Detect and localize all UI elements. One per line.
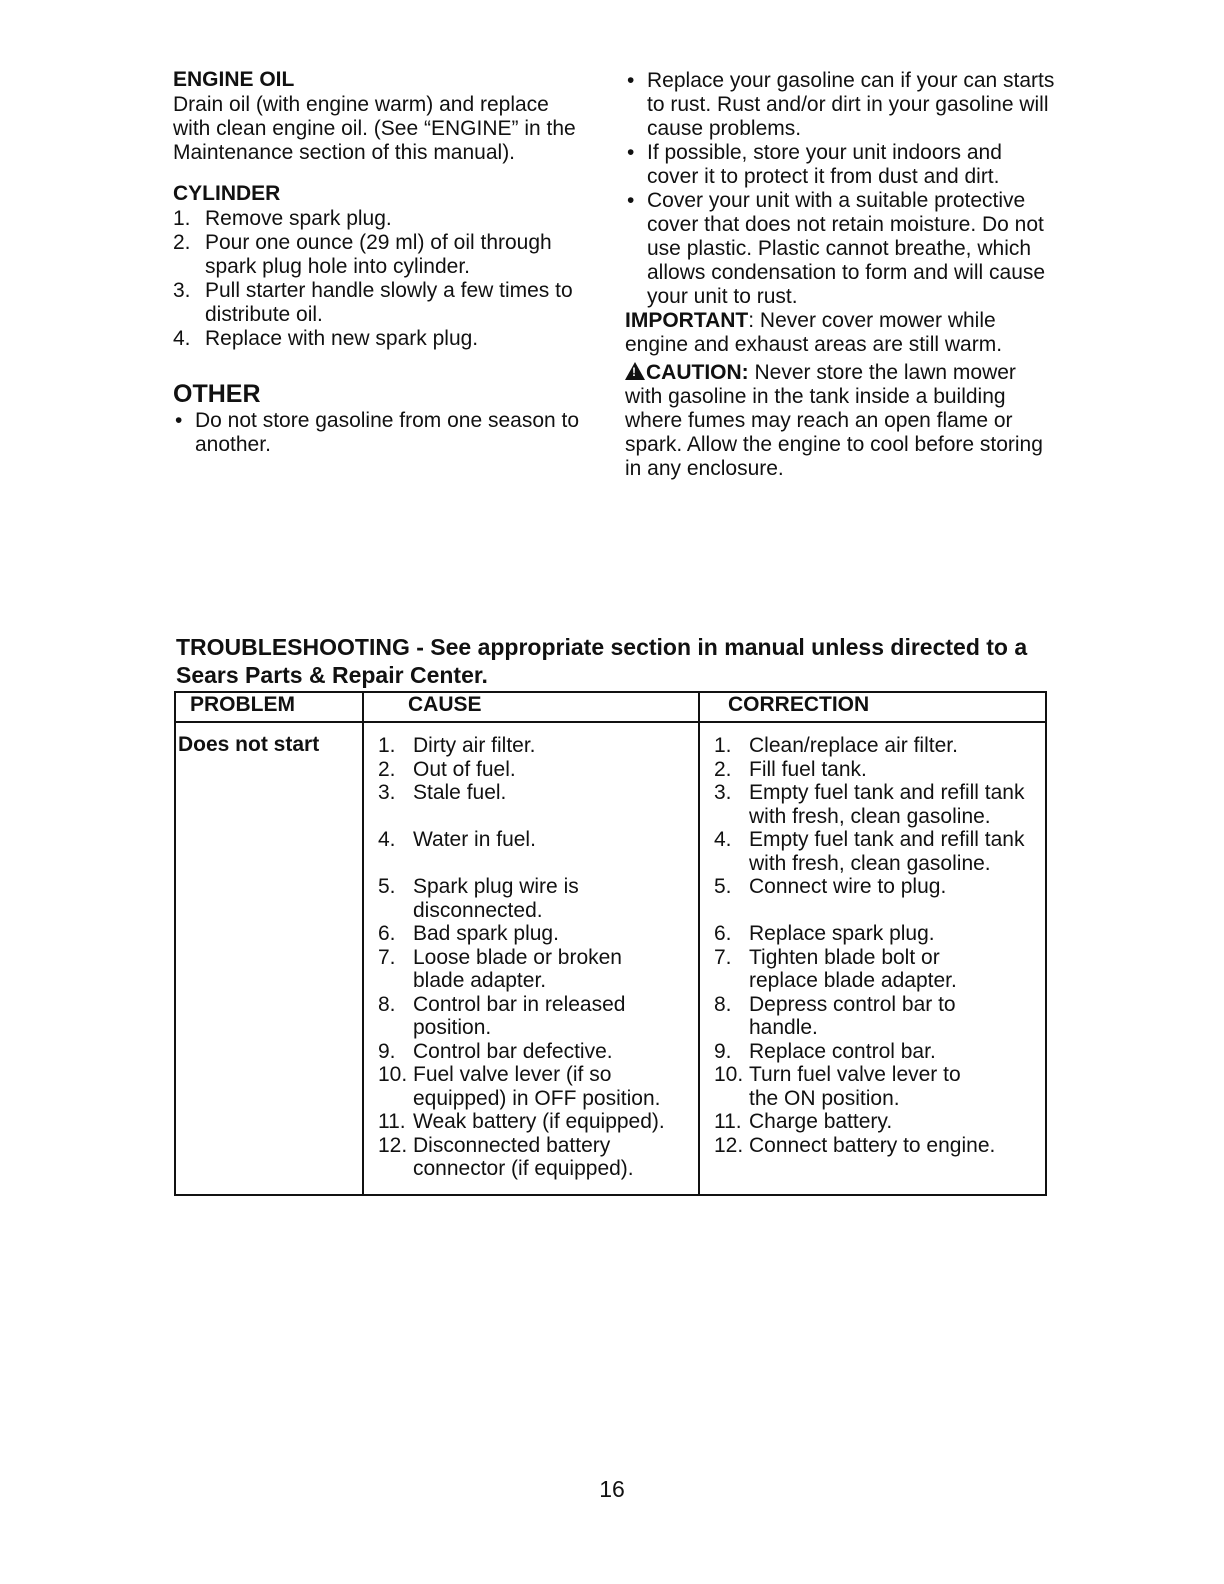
correction-item: 7. Tighten blade bolt or replace blade adapter. — [714, 945, 957, 992]
cause-item: 3. Stale fuel. — [378, 781, 507, 804]
cylinder-step: 2. Pour one ounce (29 ml) of oil through spark plug hole into cylinder. — [173, 231, 552, 278]
cause-item: 5. Spark plug wire is disconnected. — [378, 875, 579, 922]
warning-triangle-icon — [625, 362, 645, 380]
bullet-item: • Do not store gasoline from one season to another. — [175, 409, 580, 456]
cylinder-step: 4. Replace with new spark plug. — [173, 327, 479, 350]
correction-item: 11. Charge battery. — [714, 1110, 893, 1133]
bullet-item: • If possible, store your unit indoors and cover it to protect it from dust and dirt. — [627, 141, 1002, 188]
bullet-icon: • — [627, 141, 635, 164]
cause-item: 12. Disconnected battery connector (if equipped). — [378, 1133, 634, 1180]
caution-note — [625, 361, 1055, 481]
caution-text: Never store the lawn mower with gasoline in the tank inside a building where fumes may reach an open flame or spark. Allow the engine to cool before storing in any enclosure. — [625, 361, 1043, 480]
table-header-row — [175, 692, 1046, 722]
correction-item: 4. Empty fuel tank and refill tank with fresh, clean gasoline. — [714, 828, 1025, 875]
causes-cell — [363, 722, 699, 1195]
bullet-item: • Cover your unit with a suitable protective cover that does not retain moisture. Do not use plastic. Plastic cannot breathe, which allows condensation to form and will cause your unit to rust. — [627, 189, 1046, 308]
cause-item: 7. Loose blade or broken blade adapter. — [378, 945, 622, 992]
correction-item: 1. Clean/replace air filter. — [714, 734, 958, 757]
correction-item: 6. Replace spark plug. — [714, 922, 935, 945]
cause-item: 2. Out of fuel. — [378, 757, 516, 781]
other-heading: OTHER — [173, 380, 261, 408]
troubleshooting-table — [174, 691, 1047, 1196]
engine-oil-text: Drain oil (with engine warm) and replace with clean engine oil. (See “ENGINE” in the Maintenance section of this manual). — [173, 93, 576, 164]
left-column — [173, 67, 603, 457]
important-label: IMPORTANT — [625, 309, 749, 332]
correction-item: 12. Connect battery to engine. — [714, 1133, 996, 1157]
correction-item: 3. Empty fuel tank and refill tank with fresh, clean gasoline. — [714, 781, 1025, 828]
cylinder-step: 1. Remove spark plug. — [173, 207, 392, 230]
storage-bullets — [625, 69, 1055, 309]
troubleshooting-title: TROUBLESHOOTING - See appropriate section in manual unless directed to a Sears Parts & Repair Center. — [176, 634, 1028, 688]
cylinder-heading: CYLINDER — [173, 182, 281, 205]
bullet-icon: • — [627, 189, 635, 212]
bullet-icon: • — [175, 409, 183, 432]
cause-item: 6. Bad spark plug. — [378, 922, 559, 945]
cylinder-step: 3. Pull starter handle slowly a few times to distribute oil. — [173, 279, 573, 326]
header-problem: PROBLEM — [175, 692, 363, 722]
page-number: 16 — [599, 1476, 625, 1502]
other-bullets — [173, 409, 603, 457]
correction-item: 10. Turn fuel valve lever to the ON position. — [714, 1063, 961, 1110]
engine-oil-heading: ENGINE OIL — [173, 68, 295, 91]
important-text: : Never cover mower while engine and exhaust areas are still warm. — [625, 309, 1003, 356]
right-column — [625, 69, 1055, 481]
cause-item: 11. Weak battery (if equipped). — [378, 1110, 665, 1133]
corrections-cell — [699, 722, 1046, 1195]
header-correction: CORRECTION — [699, 692, 1046, 722]
table-row — [175, 722, 1046, 1195]
bullet-icon: • — [627, 69, 635, 92]
cause-item: 9. Control bar defective. — [378, 1039, 613, 1063]
cause-item: 1. Dirty air filter. — [378, 734, 536, 757]
header-cause: CAUSE — [363, 692, 699, 722]
correction-item: 5. Connect wire to plug. — [714, 875, 947, 898]
correction-item: 2. Fill fuel tank. — [714, 757, 867, 781]
cause-item: 4. Water in fuel. — [378, 828, 536, 851]
bullet-item: • Replace your gasoline can if your can starts to rust. Rust and/or dirt in your gasoline will cause problems. — [627, 69, 1055, 140]
correction-item: 8. Depress control bar to handle. — [714, 992, 956, 1039]
cylinder-steps — [173, 207, 603, 351]
important-note — [625, 309, 1055, 357]
cause-item: 8. Control bar in released position. — [378, 992, 626, 1039]
problem-cell: Does not start — [175, 722, 363, 1195]
cause-item: 10. Fuel valve lever (if so equipped) in OFF position. — [378, 1063, 661, 1110]
correction-item: 9. Replace control bar. — [714, 1039, 936, 1063]
caution-label: CAUTION: — [646, 361, 749, 384]
